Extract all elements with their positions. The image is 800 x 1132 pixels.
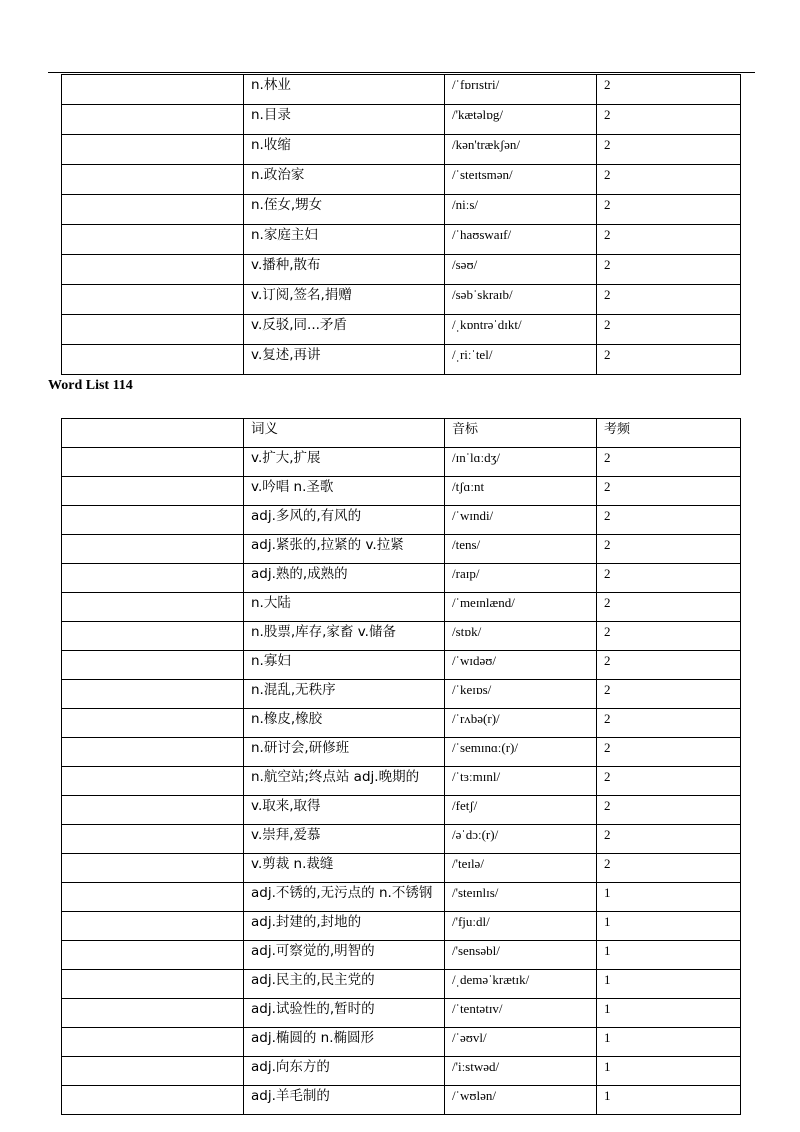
table-row <box>62 941 741 970</box>
meaning-cell: adj.多风的,有风的 <box>244 506 445 535</box>
phonetic-cell: /ˈəʊvl/ <box>445 1028 597 1057</box>
table-row <box>62 477 741 506</box>
frequency-cell: 2 <box>597 825 741 854</box>
table-row <box>62 135 741 165</box>
phonetic-cell: /stɒk/ <box>445 622 597 651</box>
phonetic-cell: /ˈwɪndi/ <box>445 506 597 535</box>
meaning-cell: v.反驳,同...矛盾 <box>244 315 445 345</box>
meaning-cell: adj.封建的,封地的 <box>244 912 445 941</box>
meaning-cell: n.林业 <box>244 75 445 105</box>
meaning-cell: v.吟唱 n.圣歌 <box>244 477 445 506</box>
blank-cell <box>62 999 244 1028</box>
meaning-cell: n.收缩 <box>244 135 445 165</box>
table-row <box>62 564 741 593</box>
table-row <box>62 970 741 999</box>
frequency-cell: 2 <box>597 535 741 564</box>
frequency-cell: 1 <box>597 999 741 1028</box>
blank-cell <box>62 622 244 651</box>
frequency-cell: 2 <box>597 680 741 709</box>
meaning-cell: v.复述,再讲 <box>244 345 445 375</box>
meaning-cell: adj.熟的,成熟的 <box>244 564 445 593</box>
frequency-cell: 2 <box>597 105 741 135</box>
blank-cell <box>62 709 244 738</box>
phonetic-cell: /ˈfɒrɪstri/ <box>445 75 597 105</box>
table-row <box>62 448 741 477</box>
frequency-cell: 2 <box>597 593 741 622</box>
blank-cell <box>62 75 244 105</box>
frequency-cell: 2 <box>597 135 741 165</box>
table-row <box>62 1086 741 1115</box>
phonetic-cell: /səʊ/ <box>445 255 597 285</box>
word-table-114 <box>61 418 741 1115</box>
meaning-cell: v.播种,散布 <box>244 255 445 285</box>
blank-cell <box>62 1086 244 1115</box>
table-row <box>62 285 741 315</box>
blank-cell <box>62 767 244 796</box>
phonetic-cell: /kən'trækʃən/ <box>445 135 597 165</box>
meaning-cell: adj.不锈的,无污点的 n.不锈钢 <box>244 883 445 912</box>
header-meaning: 词义 <box>244 419 445 448</box>
blank-cell <box>62 448 244 477</box>
frequency-cell: 1 <box>597 1028 741 1057</box>
table-row <box>62 680 741 709</box>
frequency-cell: 1 <box>597 883 741 912</box>
blank-cell <box>62 345 244 375</box>
phonetic-cell: /fetʃ/ <box>445 796 597 825</box>
table-row <box>62 796 741 825</box>
meaning-cell: n.混乱,无秩序 <box>244 680 445 709</box>
phonetic-cell: /ˈtɜːmɪnl/ <box>445 767 597 796</box>
blank-cell <box>62 912 244 941</box>
frequency-cell: 2 <box>597 796 741 825</box>
meaning-cell: v.崇拜,爱慕 <box>244 825 445 854</box>
table-row <box>62 506 741 535</box>
blank-cell <box>62 195 244 225</box>
blank-cell <box>62 564 244 593</box>
table-row <box>62 593 741 622</box>
phonetic-cell: /ˈsteɪtsmən/ <box>445 165 597 195</box>
frequency-cell: 2 <box>597 622 741 651</box>
frequency-cell: 2 <box>597 738 741 767</box>
frequency-cell: 2 <box>597 195 741 225</box>
phonetic-cell: /ˈmeɪnlænd/ <box>445 593 597 622</box>
phonetic-cell: /'sensəbl/ <box>445 941 597 970</box>
table-row <box>62 75 741 105</box>
blank-cell <box>62 506 244 535</box>
phonetic-cell: /ˈkeɪɒs/ <box>445 680 597 709</box>
phonetic-cell: /ˈtentətɪv/ <box>445 999 597 1028</box>
blank-cell <box>62 285 244 315</box>
table-row <box>62 315 741 345</box>
word-list-heading: Word List 114 <box>48 378 133 393</box>
frequency-cell: 2 <box>597 767 741 796</box>
header-phonetic: 音标 <box>445 419 597 448</box>
meaning-cell: n.大陆 <box>244 593 445 622</box>
phonetic-cell: /ˈsemɪnɑː(r)/ <box>445 738 597 767</box>
meaning-cell: adj.紧张的,拉紧的 v.拉紧 <box>244 535 445 564</box>
frequency-cell: 2 <box>597 315 741 345</box>
table-row <box>62 767 741 796</box>
meaning-cell: adj.民主的,民主党的 <box>244 970 445 999</box>
blank-cell <box>62 105 244 135</box>
table-row <box>62 255 741 285</box>
blank-cell <box>62 883 244 912</box>
meaning-cell: n.股票,库存,家畜 v.储备 <box>244 622 445 651</box>
top-rule <box>48 72 755 73</box>
meaning-cell: adj.可察觉的,明智的 <box>244 941 445 970</box>
frequency-cell: 2 <box>597 225 741 255</box>
phonetic-cell: /əˈdɔː(r)/ <box>445 825 597 854</box>
blank-cell <box>62 135 244 165</box>
phonetic-cell: /tens/ <box>445 535 597 564</box>
frequency-cell: 2 <box>597 651 741 680</box>
phonetic-cell: /ˈwʊlən/ <box>445 1086 597 1115</box>
frequency-cell: 2 <box>597 506 741 535</box>
phonetic-cell: /'teɪlə/ <box>445 854 597 883</box>
meaning-cell: adj.向东方的 <box>244 1057 445 1086</box>
phonetic-cell: /ˌriːˈtel/ <box>445 345 597 375</box>
frequency-cell: 2 <box>597 854 741 883</box>
phonetic-cell: /raɪp/ <box>445 564 597 593</box>
blank-cell <box>62 1057 244 1086</box>
meaning-cell: adj.试验性的,暂时的 <box>244 999 445 1028</box>
table-row <box>62 622 741 651</box>
blank-cell <box>62 315 244 345</box>
table-row <box>62 1057 741 1086</box>
blank-cell <box>62 941 244 970</box>
blank-cell <box>62 225 244 255</box>
table-row <box>62 225 741 255</box>
table-row <box>62 651 741 680</box>
frequency-cell: 2 <box>597 709 741 738</box>
meaning-cell: n.政治家 <box>244 165 445 195</box>
meaning-cell: n.寡妇 <box>244 651 445 680</box>
frequency-cell: 2 <box>597 564 741 593</box>
phonetic-cell: /ˈwɪdəʊ/ <box>445 651 597 680</box>
blank-cell <box>62 854 244 883</box>
meaning-cell: v.扩大,扩展 <box>244 448 445 477</box>
phonetic-cell: /'iːstwəd/ <box>445 1057 597 1086</box>
blank-cell <box>62 825 244 854</box>
blank-cell <box>62 1028 244 1057</box>
table-row <box>62 709 741 738</box>
word-table-continued <box>61 74 741 375</box>
meaning-cell: n.家庭主妇 <box>244 225 445 255</box>
phonetic-cell: /ˌkɒntrəˈdɪkt/ <box>445 315 597 345</box>
blank-cell <box>62 165 244 195</box>
table-row <box>62 345 741 375</box>
meaning-cell: v.订阅,签名,捐赠 <box>244 285 445 315</box>
phonetic-cell: /ɪnˈlɑːdʒ/ <box>445 448 597 477</box>
frequency-cell: 1 <box>597 1086 741 1115</box>
frequency-cell: 2 <box>597 75 741 105</box>
header-frequency: 考频 <box>597 419 741 448</box>
phonetic-cell: /niːs/ <box>445 195 597 225</box>
meaning-cell: n.目录 <box>244 105 445 135</box>
blank-cell <box>62 970 244 999</box>
phonetic-cell: /'steɪnlɪs/ <box>445 883 597 912</box>
table-row <box>62 738 741 767</box>
phonetic-cell: /ˈrʌbə(r)/ <box>445 709 597 738</box>
phonetic-cell: /tʃɑːnt <box>445 477 597 506</box>
phonetic-cell: /'kætəlɒg/ <box>445 105 597 135</box>
table-row <box>62 912 741 941</box>
frequency-cell: 2 <box>597 448 741 477</box>
blank-cell <box>62 593 244 622</box>
frequency-cell: 2 <box>597 477 741 506</box>
blank-cell <box>62 419 244 448</box>
blank-cell <box>62 680 244 709</box>
table-row <box>62 105 741 135</box>
table-row <box>62 535 741 564</box>
meaning-cell: n.侄女,甥女 <box>244 195 445 225</box>
meaning-cell: adj.羊毛制的 <box>244 1086 445 1115</box>
frequency-cell: 1 <box>597 1057 741 1086</box>
meaning-cell: adj.椭圆的 n.椭圆形 <box>244 1028 445 1057</box>
blank-cell <box>62 535 244 564</box>
meaning-cell: v.取来,取得 <box>244 796 445 825</box>
phonetic-cell: /'fjuːdl/ <box>445 912 597 941</box>
frequency-cell: 2 <box>597 285 741 315</box>
table-row <box>62 883 741 912</box>
meaning-cell: n.研讨会,研修班 <box>244 738 445 767</box>
table-header-row <box>62 419 741 448</box>
blank-cell <box>62 796 244 825</box>
blank-cell <box>62 477 244 506</box>
table-row <box>62 854 741 883</box>
frequency-cell: 1 <box>597 941 741 970</box>
phonetic-cell: /ˈhaʊswaɪf/ <box>445 225 597 255</box>
phonetic-cell: /ˌdeməˈkrætɪk/ <box>445 970 597 999</box>
frequency-cell: 2 <box>597 165 741 195</box>
meaning-cell: v.剪裁 n.裁缝 <box>244 854 445 883</box>
table-row <box>62 1028 741 1057</box>
table-row <box>62 825 741 854</box>
blank-cell <box>62 738 244 767</box>
meaning-cell: n.橡皮,橡胶 <box>244 709 445 738</box>
meaning-cell: n.航空站;终点站 adj.晚期的 <box>244 767 445 796</box>
table-row <box>62 165 741 195</box>
frequency-cell: 2 <box>597 345 741 375</box>
frequency-cell: 1 <box>597 912 741 941</box>
frequency-cell: 1 <box>597 970 741 999</box>
blank-cell <box>62 651 244 680</box>
table-row <box>62 999 741 1028</box>
frequency-cell: 2 <box>597 255 741 285</box>
phonetic-cell: /səbˈskraɪb/ <box>445 285 597 315</box>
table-row <box>62 195 741 225</box>
blank-cell <box>62 255 244 285</box>
